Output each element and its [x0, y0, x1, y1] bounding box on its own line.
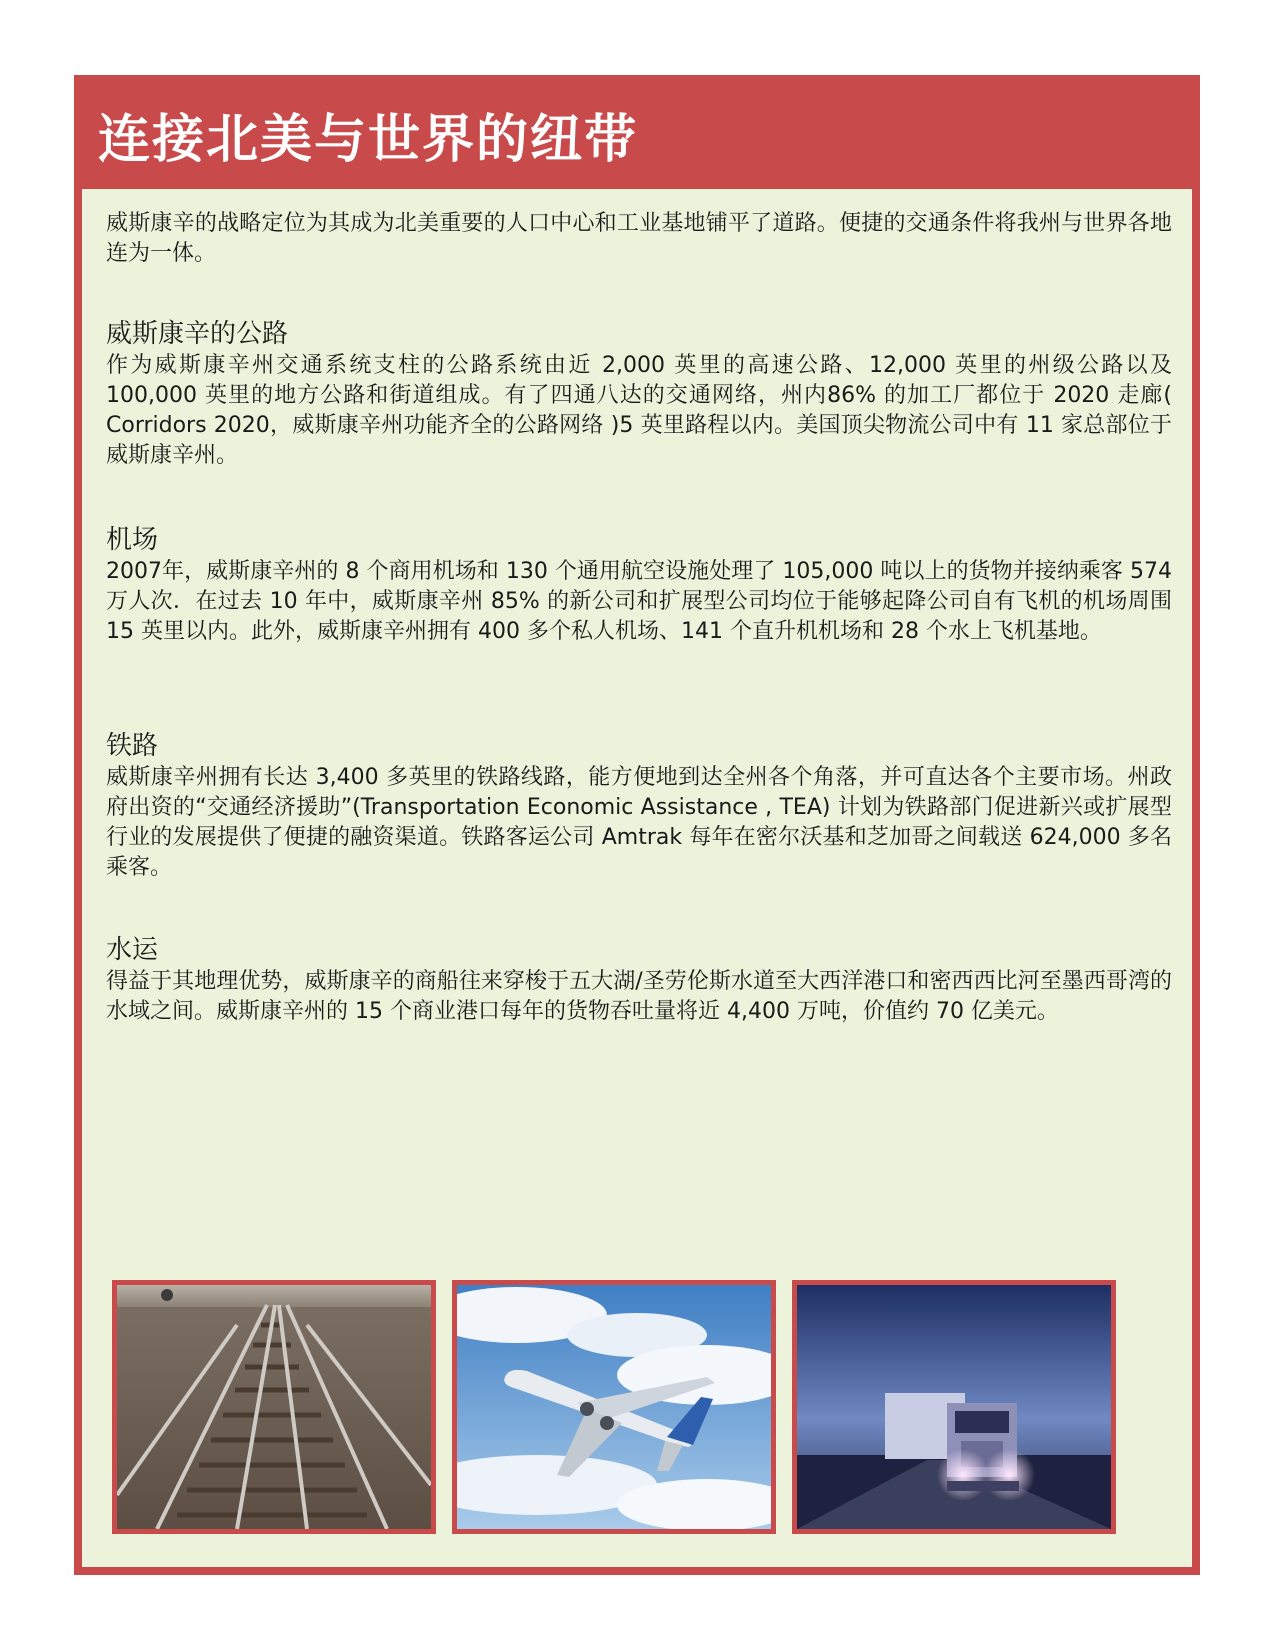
section-heading: 铁路 — [106, 731, 159, 761]
section-highways — [106, 317, 1172, 471]
content-panel — [82, 189, 1192, 1567]
truck-image — [797, 1285, 1111, 1529]
section-airports — [106, 523, 1172, 647]
railroad-tracks-image — [117, 1285, 431, 1529]
section-heading: 水运 — [106, 935, 159, 965]
title-bar — [74, 75, 1200, 189]
intro-paragraph: 威斯康辛的战略定位为其成为北美重要的人口中心和工业基地铺平了道路。便捷的交通条件将我州与世界各地连为一体。 — [106, 211, 1172, 266]
section-waterways — [106, 933, 1172, 1027]
airplane-photo — [452, 1280, 776, 1534]
section-heading: 威斯康辛的公路 — [106, 319, 289, 349]
section-railways — [106, 729, 1172, 883]
section-body: 作为威斯康辛州交通系统支柱的公路系统由近 2,000 英里的高速公路、12,000 英里的州级公路以及 100,000 英里的地方公路和街道组成。有了四通八达的交通网络，州内86% 的加工厂都位于 2020 走廊( Corridors 2020，威斯康辛州功能齐全的公路网络 )5 英里路程以内。美国顶尖物流公司中有 11 家总部位于威斯康辛州。 — [106, 353, 1172, 468]
truck-photo — [792, 1280, 1116, 1534]
section-body: 2007年，威斯康辛州的 8 个商用机场和 130 个通用航空设施处理了 105,000 吨以上的货物并接纳乘客 574 万人次．在过去 10 年中，威斯康辛州 85% 的新公司和扩展型公司均位于能够起降公司自有飞机的机场周围 15 英里以内。此外，威斯康辛州拥有 400 多个私人机场、141 个直升机机场和 28 个水上飞机基地。 — [106, 559, 1172, 644]
page-frame — [74, 75, 1200, 1575]
section-body: 得益于其地理优势，威斯康辛的商船往来穿梭于五大湖/圣劳伦斯水道至大西洋港口和密西西比河至墨西哥湾的水域之间。威斯康辛州的 15 个商业港口每年的货物吞吐量将近 4,400 万吨，价值约 70 亿美元。 — [106, 969, 1172, 1024]
section-body: 威斯康辛州拥有长达 3,400 多英里的铁路线路，能方便地到达全州各个角落，并可直达各个主要市场。州政府出资的“交通经济援助”(Transportation Economic Assistance , TEA) 计划为铁路部门促进新兴或扩展型行业的发展提供了便捷的融资渠道。铁路客运公司 Amtrak 每年在密尔沃基和芝加哥之间载送 624,000 多名乘客。 — [106, 765, 1172, 880]
railroad-photo — [112, 1280, 436, 1534]
section-heading: 机场 — [106, 525, 159, 555]
page-title: 连接北美与世界的纽带 — [98, 110, 639, 170]
airplane-image — [457, 1285, 771, 1529]
